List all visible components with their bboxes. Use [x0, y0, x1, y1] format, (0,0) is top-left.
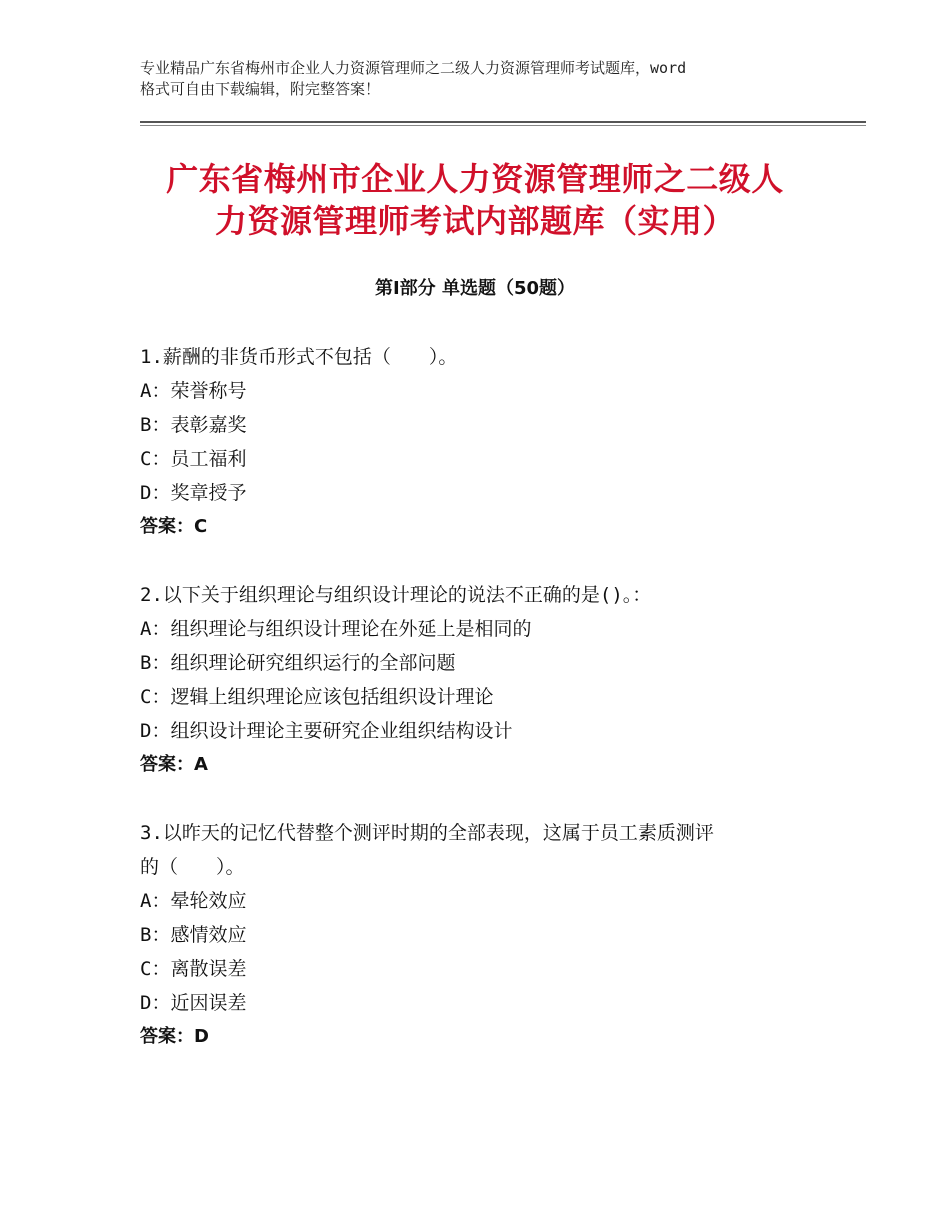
header-note-line-2: 格式可自由下载编辑，附完整答案！ [140, 80, 381, 98]
document-title-line-1: 广东省梅州市企业人力资源管理师之二级人 [166, 160, 784, 198]
header-note [140, 58, 840, 100]
question-1-option-c: C：员工福利 [140, 448, 247, 470]
question-1-answer: 答案：C [140, 516, 208, 537]
question-1-option-b: B：表彰嘉奖 [140, 414, 247, 436]
question-2-answer: 答案：A [140, 754, 208, 775]
question-1-stem: 1.薪酬的非货币形式不包括（ ）。 [140, 346, 458, 368]
question-3-option-c: C：离散误差 [140, 958, 247, 980]
question-2 [140, 578, 820, 782]
question-2-option-b: B：组织理论研究组织运行的全部问题 [140, 652, 456, 674]
question-3 [140, 816, 820, 1054]
question-3-answer: 答案：D [140, 1026, 209, 1047]
header-note-line-1: 专业精品广东省梅州市企业人力资源管理师之二级人力资源管理师考试题库，word [140, 59, 687, 77]
question-2-stem: 2.以下关于组织理论与组织设计理论的说法不正确的是()。： [140, 584, 652, 606]
question-list [140, 340, 820, 1088]
question-3-option-b: B：感情效应 [140, 924, 247, 946]
question-3-stem-line-2: 的（ ）。 [140, 856, 245, 878]
question-1-option-d: D：奖章授予 [140, 482, 247, 504]
question-3-option-d: D：近因误差 [140, 992, 247, 1014]
header-divider-thick [140, 121, 866, 123]
question-3-stem-line-1: 3.以昨天的记忆代替整个测评时期的全部表现，这属于员工素质测评 [140, 822, 714, 844]
question-2-option-a: A：组织理论与组织设计理论在外延上是相同的 [140, 618, 532, 640]
question-3-option-a: A：晕轮效应 [140, 890, 247, 912]
question-1 [140, 340, 820, 544]
document-title [120, 158, 830, 242]
question-1-option-a: A：荣誉称号 [140, 380, 247, 402]
question-2-option-c: C：逻辑上组织理论应该包括组织设计理论 [140, 686, 494, 708]
section-heading: 第Ⅰ部分 单选题（50题） [374, 278, 575, 299]
document-title-line-2: 力资源管理师考试内部题库（实用） [214, 202, 735, 240]
question-2-option-d: D：组织设计理论主要研究企业组织结构设计 [140, 720, 513, 742]
header-divider-thin [140, 125, 866, 126]
